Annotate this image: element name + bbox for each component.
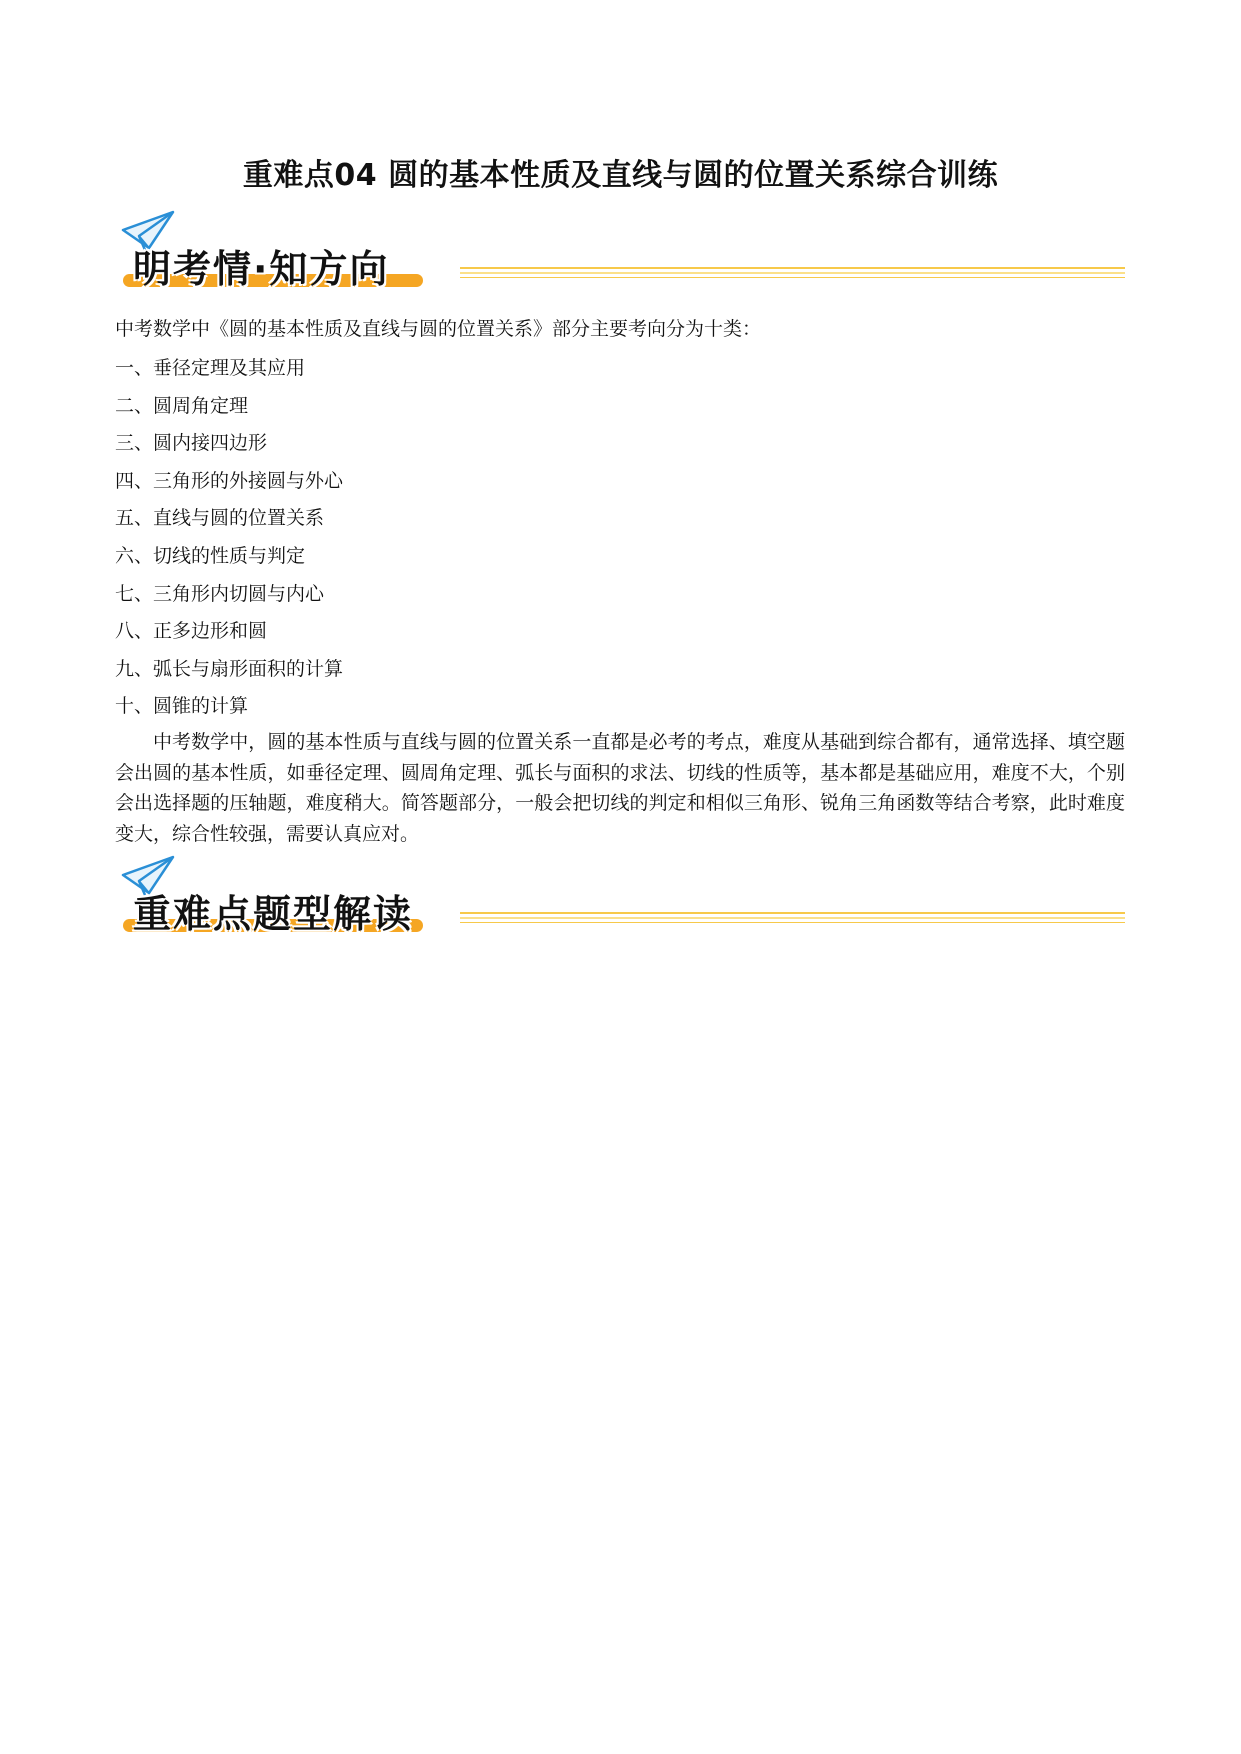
- list-item: 九、弧长与扇形面积的计算: [115, 657, 344, 680]
- section-heading: 明考情·知方向: [133, 247, 390, 291]
- list-item: 七、三角形内切圆与内心: [115, 582, 325, 605]
- heading-rule: [460, 267, 1125, 269]
- list-item: 六、切线的性质与判定: [115, 544, 306, 567]
- list-item: 一、垂径定理及其应用: [115, 357, 306, 379]
- list-item: 八、正多边形和圆: [115, 620, 268, 643]
- heading-rule: [460, 277, 1125, 278]
- list-item: 三、圆内接四边形: [115, 432, 268, 455]
- heading-rule: [460, 922, 1125, 923]
- section-heading: 重难点题型解读: [133, 892, 414, 936]
- list-item: 五、直线与圆的位置关系: [115, 507, 325, 530]
- heading-rule: [460, 912, 1125, 914]
- summary-paragraph: 中考数学中，圆的基本性质与直线与圆的位置关系一直都是必考的考点，难度从基础到综合都有，通常选择、填空题会出圆的基本性质，如垂径定理、圆周角定理、弧长与面积的求法、切线的性质等，基本都是基础应用，难度不大，个别会出选择题的压轴题，难度稍大。简答题部分，一般会把切线的判定和相似三角形、锐角三角函数等结合考察，此时难度变大，综合性较强，需要认真应对。: [115, 731, 1125, 845]
- heading-rule: [460, 917, 1125, 919]
- section-header-key-question-types: [115, 855, 1125, 945]
- page-title: 重难点04 圆的基本性质及直线与圆的位置关系综合训练: [242, 158, 999, 193]
- heading-rule: [460, 272, 1125, 274]
- list-item: 十、圆锥的计算: [115, 695, 249, 718]
- section-header-exam-overview: [115, 210, 1125, 300]
- intro-paragraph: 中考数学中《圆的基本性质及直线与圆的位置关系》部分主要考向分为十类：: [115, 318, 762, 340]
- list-item: 二、圆周角定理: [115, 394, 249, 417]
- list-item: 四、三角形的外接圆与外心: [115, 469, 344, 492]
- topic-list: [115, 350, 343, 726]
